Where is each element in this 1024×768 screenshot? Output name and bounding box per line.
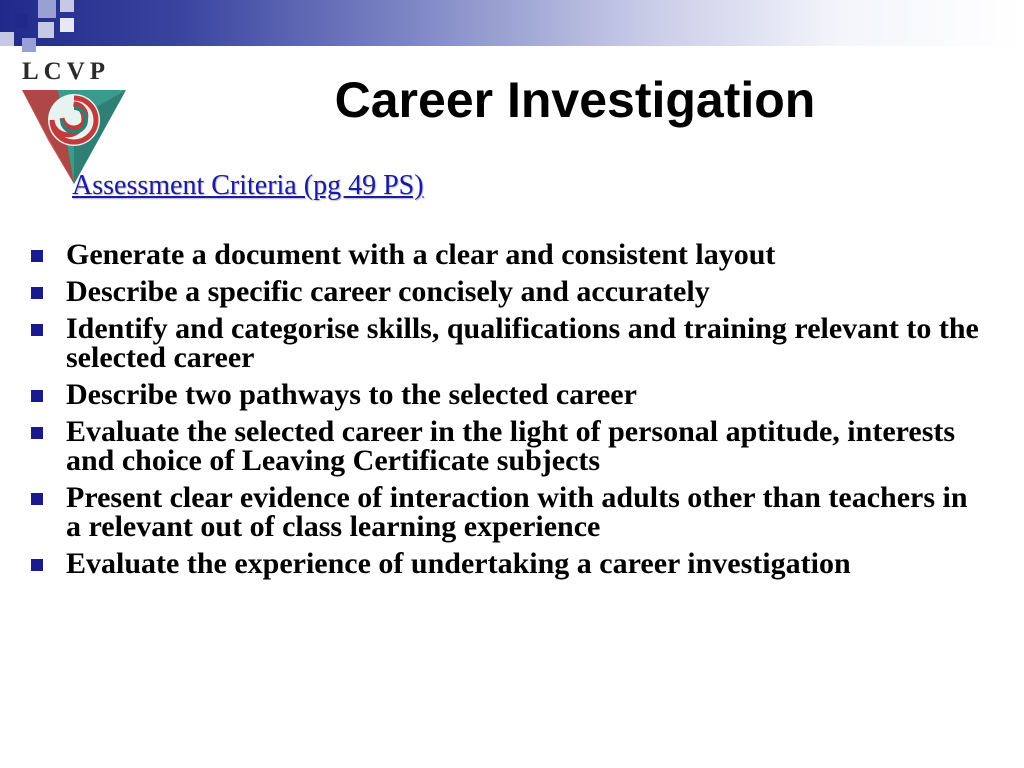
list-item-text: Generate a document with a clear and consistent layout <box>66 238 776 271</box>
list-item-text: Present clear evidence of interaction with adults other than teachers in a relevant out of class learning experience <box>66 481 968 543</box>
list-item <box>30 314 990 372</box>
list-item-text: Identify and categorise skills, qualifications and training relevant to the selected career <box>66 312 979 374</box>
list-item <box>30 380 990 409</box>
bullet-square-icon <box>31 390 43 402</box>
list-item <box>30 549 990 578</box>
list-item-text: Describe a specific career concisely and accurately <box>66 275 710 308</box>
criteria-list <box>30 240 990 586</box>
list-item-text: Evaluate the selected career in the light of personal aptitude, interests and choice of Leaving Certificate subjects <box>66 415 956 477</box>
lcvp-logo-icon <box>18 60 130 188</box>
list-item <box>30 417 990 475</box>
bullet-square-icon <box>31 324 43 336</box>
bullet-square-icon <box>31 287 43 299</box>
bullet-square-icon <box>31 427 43 439</box>
logo-text: LCVP <box>22 58 111 85</box>
list-item <box>30 483 990 541</box>
corner-squares-decoration <box>0 0 80 60</box>
list-item <box>30 240 990 269</box>
bullet-square-icon <box>31 250 43 262</box>
list-item-text: Describe two pathways to the selected career <box>66 378 637 411</box>
header-gradient-band <box>0 0 1024 46</box>
list-item-text: Evaluate the experience of undertaking a career investigation <box>66 547 851 580</box>
list-item <box>30 277 990 306</box>
bullet-square-icon <box>31 559 43 571</box>
slide-title: Career Investigation <box>334 72 816 128</box>
assessment-criteria-link[interactable]: Assessment Criteria (pg 49 PS) <box>72 170 424 201</box>
bullet-square-icon <box>31 493 43 505</box>
